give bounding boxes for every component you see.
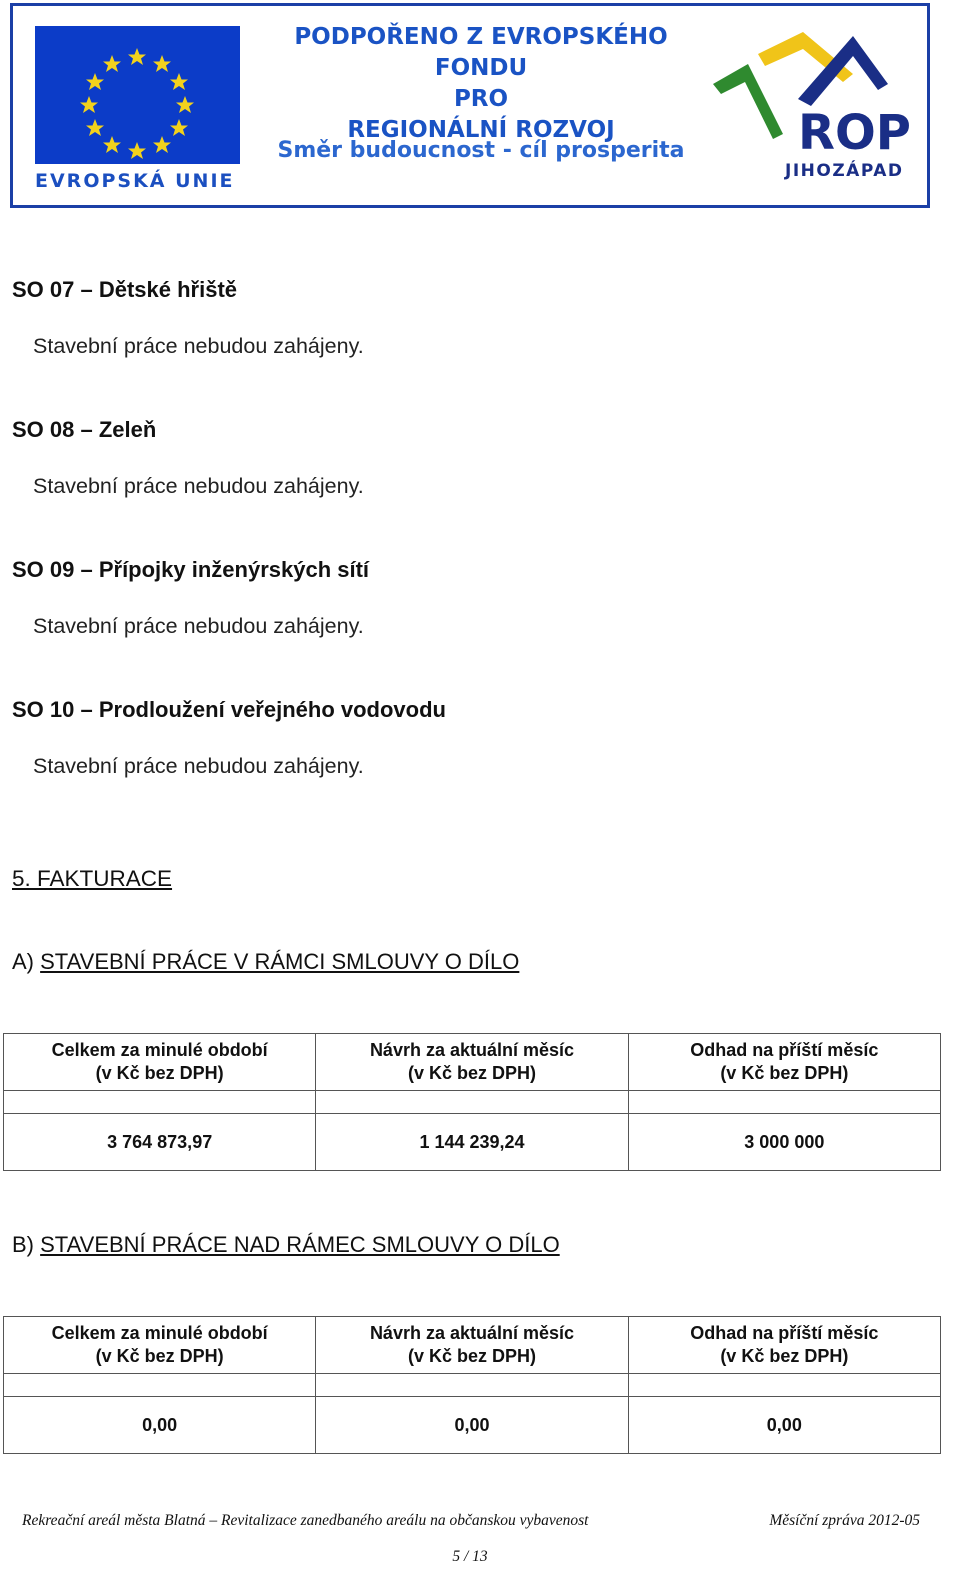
rop-logo: [703, 24, 928, 189]
value-cell-next: 0,00: [628, 1397, 940, 1454]
header-cell-next: Odhad na příští měsíc (v Kč bez DPH): [628, 1317, 940, 1374]
invoice-table-a: [3, 1033, 941, 1171]
table-spacer-row: [4, 1091, 941, 1114]
fakturace-heading: 5. FAKTURACE: [12, 866, 173, 891]
value-cell-previous: 0,00: [4, 1397, 316, 1454]
table-row: [4, 1397, 941, 1454]
banner-title-line3: REGIONÁLNÍ ROZVOJ: [347, 117, 615, 143]
banner-motto: Směr budoucnost - cíl prosperita: [277, 138, 685, 163]
table-row: [4, 1114, 941, 1171]
footer-project-name: Rekreační areál města Blatná – Revitalizace zanedbaného areálu na občanskou vybavenost: [22, 1512, 589, 1529]
value-cell-previous: 3 764 873,97: [4, 1114, 316, 1171]
rop-subtext: JIHOZÁPAD: [785, 161, 904, 181]
subheading-b: [12, 1232, 560, 1258]
table-header-row: [4, 1317, 941, 1374]
table-header-row: [4, 1034, 941, 1091]
subheading-a-prefix: A): [12, 949, 41, 974]
section-title-so07: SO 07 – Dětské hřiště: [12, 277, 238, 302]
banner-title-line1: PODPOŘENO Z EVROPSKÉHO FONDU: [294, 24, 668, 81]
subheading-a: [12, 949, 519, 975]
page-number: 5 / 13: [452, 1548, 488, 1565]
banner-title: [261, 22, 701, 146]
subheading-b-prefix: B): [12, 1232, 41, 1257]
header-cell-current: Návrh za aktuální měsíc (v Kč bez DPH): [316, 1317, 628, 1374]
header-cell-previous: Celkem za minulé období (v Kč bez DPH): [4, 1317, 316, 1374]
section-title-so09: SO 09 – Přípojky inženýrských sítí: [12, 557, 370, 582]
subheading-a-title: STAVEBNÍ PRÁCE V RÁMCI SMLOUVY O DÍLO: [40, 949, 520, 974]
rop-green-swoosh-icon: [713, 64, 783, 139]
section-text-so08: Stavební práce nebudou zahájeny.: [33, 474, 364, 498]
value-cell-next: 3 000 000: [628, 1114, 940, 1171]
footer-report-name: Měsíční zpráva 2012-05: [769, 1512, 920, 1529]
table-spacer-row: [4, 1374, 941, 1397]
section-text-so07: Stavební práce nebudou zahájeny.: [33, 334, 364, 358]
invoice-table-b: [3, 1316, 941, 1454]
rop-text: ROP: [798, 105, 911, 161]
eu-label: EVROPSKÁ UNIE: [35, 170, 235, 192]
header-cell-previous: Celkem za minulé období (v Kč bez DPH): [4, 1034, 316, 1091]
section-text-so09: Stavební práce nebudou zahájeny.: [33, 614, 364, 638]
eu-flag-icon: [35, 26, 240, 164]
eu-rop-banner: [10, 3, 930, 208]
section-title-so08: SO 08 – Zeleň: [12, 417, 157, 442]
value-cell-current: 0,00: [316, 1397, 628, 1454]
value-cell-current: 1 144 239,24: [316, 1114, 628, 1171]
header-cell-current: Návrh za aktuální měsíc (v Kč bez DPH): [316, 1034, 628, 1091]
section-title-so10: SO 10 – Prodloužení veřejného vodovodu: [12, 697, 446, 722]
header-cell-next: Odhad na příští měsíc (v Kč bez DPH): [628, 1034, 940, 1091]
banner-title-line2: PRO: [453, 86, 509, 112]
section-text-so10: Stavební práce nebudou zahájeny.: [33, 754, 364, 778]
subheading-b-title: STAVEBNÍ PRÁCE NAD RÁMEC SMLOUVY O DÍLO: [40, 1232, 560, 1257]
